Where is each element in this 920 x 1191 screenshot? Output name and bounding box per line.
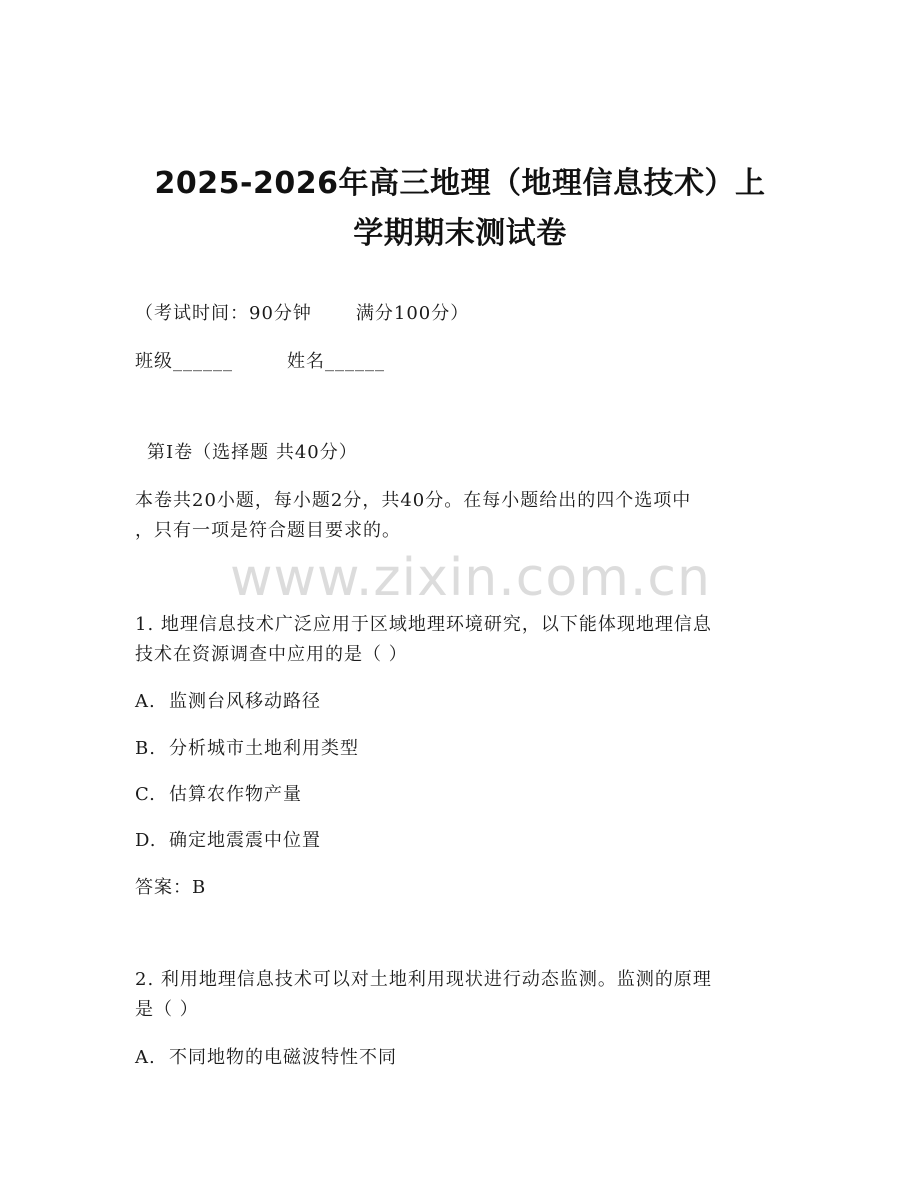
question-1-option-b [135, 737, 359, 761]
option-text: 不同地物的电磁波特性不同 [169, 1047, 397, 1068]
option-letter: A. [135, 691, 156, 712]
question-1-stem-line1: 1. 地理信息技术广泛应用于区域地理环境研究，以下能体现地理信息 [135, 614, 712, 635]
watermark: www.zixin.com.cn [230, 548, 711, 608]
question-2-stem-line2: 是（ ） [135, 999, 199, 1020]
question-1-stem-line2: 技术在资源调查中应用的是（ ） [135, 644, 408, 665]
section-heading: 第Ⅰ卷（选择题 共40分） [147, 442, 358, 463]
option-letter: C. [135, 784, 156, 805]
option-text: 分析城市土地利用类型 [169, 738, 359, 759]
question-2-stem-line1: 2. 利用地理信息技术可以对土地利用现状进行动态监测。监测的原理 [135, 969, 712, 990]
document-title-line2: 学期期末测试卷 [353, 216, 567, 251]
question-1-option-d [135, 829, 321, 853]
section-instruction-line1: 本卷共20小题，每小题2分，共40分。在每小题给出的四个选项中 [135, 490, 692, 511]
name-field-label: 姓名______ [287, 351, 385, 372]
exam-meta [135, 302, 469, 326]
question-1-option-c [135, 783, 302, 807]
document-title-line1: 2025-2026年高三地理（地理信息技术）上 [154, 166, 766, 201]
option-letter: D. [135, 830, 157, 851]
question-2-option-a [135, 1046, 397, 1070]
student-fields [135, 350, 385, 374]
option-text: 监测台风移动路径 [169, 691, 321, 712]
class-field-label: 班级______ [135, 351, 233, 372]
section-instruction-line2: ，只有一项是符合题目要求的。 [135, 520, 401, 541]
option-letter: B. [135, 738, 156, 759]
exam-full-score: 满分100分） [355, 303, 470, 324]
question-1-option-a [135, 690, 321, 714]
option-letter: A. [135, 1047, 156, 1068]
exam-time: （考试时间：90分钟 [135, 303, 312, 324]
question-1-answer: 答案：B [135, 877, 207, 898]
option-text: 确定地震震中位置 [169, 830, 321, 851]
option-text: 估算农作物产量 [169, 784, 302, 805]
